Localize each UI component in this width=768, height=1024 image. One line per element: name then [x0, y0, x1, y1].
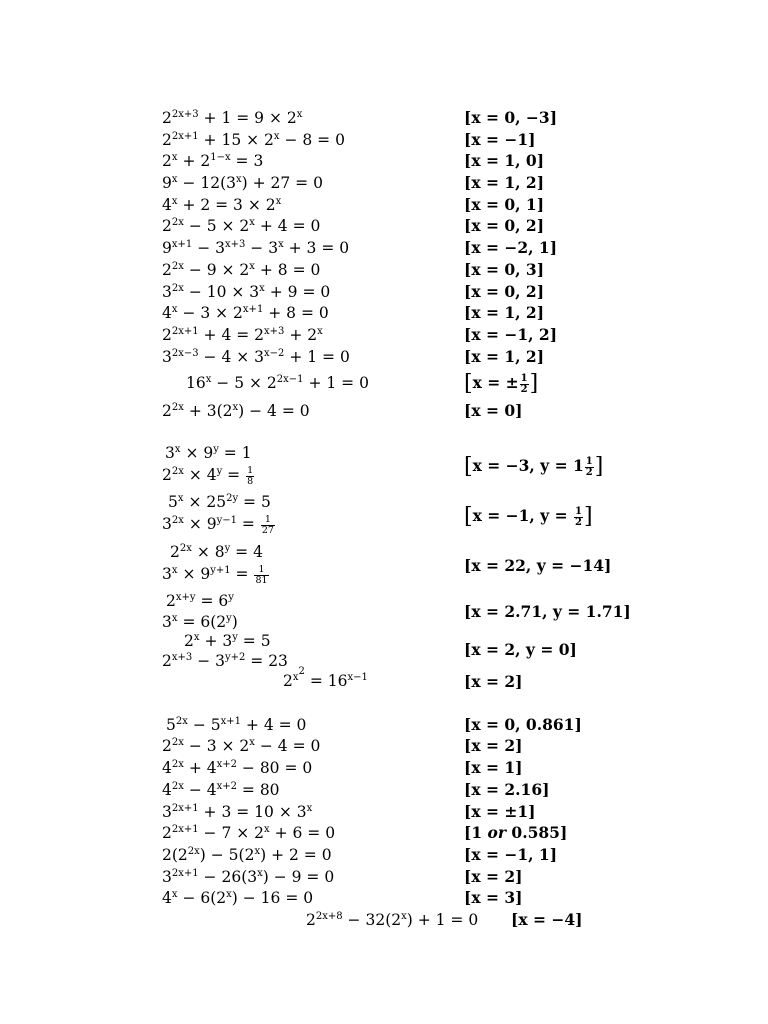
s3-equation-7: $2(2^{2x}) - 5(2^x) + 2 = 0$	[162, 846, 332, 864]
s1-equation-5: $4^x + 2 = 3 \times 2^x$	[162, 196, 282, 214]
s3-answer-8: [x = 2]	[464, 867, 523, 886]
s1-answer-9: [x = 0, 2]	[464, 282, 545, 301]
s2-equation-3: $5^x \times 25^{2y} = 5$	[168, 493, 271, 511]
s1-answer-4: [x = 1, 2]	[464, 173, 545, 192]
s2-equation-1: $3^x \times 9^y = 1$	[165, 444, 252, 462]
s2-equation-7: $2^{x+y} = 6^y$	[166, 592, 234, 610]
s2-equation-5: $2^{2x} \times 8^y = 4$	[170, 543, 263, 561]
s3-answer-5: [x = ±1]	[464, 802, 536, 821]
s1-answer-10: [x = 1, 2]	[464, 303, 545, 322]
s2-answer-6: [x = 2]	[464, 672, 523, 691]
s2-equation-2: $2^{2x} \times 4^y$ = $\frac{1}{8}$	[162, 464, 254, 487]
s1-equation-14: $2^{2x} + 3(2^x) - 4 = 0$	[162, 402, 310, 420]
s1-answer-5: [x = 0, 1]	[464, 195, 545, 214]
s3-answer-2: [x = 2]	[464, 736, 523, 755]
s3-equation-3: $4^{2x} + 4^{x+2} - 80 = 0$	[162, 759, 313, 777]
s1-equation-3: $2^x + 2^{1-x} = 3$	[162, 152, 264, 170]
s3-equation-4: $4^{2x} - 4^{x+2} = 80$	[162, 781, 280, 799]
s1-equation-8: $2^{2x} - 9 \times 2^x + 8 = 0$	[162, 261, 321, 279]
s3-equation-9: $4^x - 6(2^x) - 16 = 0$	[162, 889, 314, 907]
s1-answer-14: [x = 0]	[464, 401, 523, 420]
s3-answer-1: [x = 0, 0.861]	[464, 715, 582, 734]
s2-equation-8: $3^x = 6(2^y)$	[162, 613, 238, 631]
s1-equation-12: $3^{2x-3} - 4 \times 3^{x-2} + 1 = 0$	[162, 348, 350, 366]
s2-answer-3: [x = 22, y = −14]	[464, 556, 612, 575]
s2-answer-1: [x = −3, y = 1 $\frac{1}{2}$ ]	[464, 454, 604, 479]
s3-answer-10: [x = −4]	[511, 910, 583, 929]
s1-equation-13: $16^x - 5 \times 2^{2x-1} + 1 = 0$	[186, 374, 369, 392]
s1-equation-1: $2^{2x+3} + 1 = 9 \times 2^x$	[162, 109, 303, 127]
s2-equation-6: $3^x \times 9^{y+1}$ = $\frac{1}{81}$	[162, 563, 268, 586]
s1-equation-2: $2^{2x+1} + 15 \times 2^x - 8 = 0$	[162, 131, 345, 149]
s2-equation-11: $2^{x^2} = 16^{x-1}$	[283, 666, 368, 690]
s1-answer-1: [x = 0, −3]	[464, 108, 558, 127]
s1-equation-9: $3^{2x} - 10 \times 3^x + 9 = 0$	[162, 283, 331, 301]
s3-equation-8: $3^{2x+1} - 26(3^x) - 9 = 0$	[162, 868, 335, 886]
s2-answer-4: [x = 2.71, y = 1.71]	[464, 602, 631, 621]
s1-equation-4: $9^x - 12(3^x) + 27 = 0$	[162, 174, 323, 192]
s1-answer-3: [x = 1, 0]	[464, 151, 545, 170]
s3-answer-3: [x = 1]	[464, 758, 523, 777]
s2-equation-9: $2^x + 3^y = 5$	[184, 632, 271, 650]
s1-answer-6: [x = 0, 2]	[464, 216, 545, 235]
s2-equation-4: $3^{2x} \times 9^{y-1}$ = $\frac{1}{27}$	[162, 513, 274, 536]
s3-equation-1: $5^{2x} - 5^{x+1} + 4 = 0$	[166, 716, 307, 734]
s1-answer-13: [x = ± $\frac{1}{2}$ ]	[464, 371, 539, 396]
s3-answer-6: [1 or 0.585]	[464, 823, 568, 842]
s1-equation-6: $2^{2x} - 5 \times 2^x + 4 = 0$	[162, 217, 321, 235]
s3-equation-6: $2^{2x+1} - 7 \times 2^x + 6 = 0$	[162, 824, 336, 842]
s1-answer-12: [x = 1, 2]	[464, 347, 545, 366]
s1-answer-7: [x = −2, 1]	[464, 238, 558, 257]
s1-answer-11: [x = −1, 2]	[464, 325, 558, 344]
s1-equation-7: $9^{x+1} - 3^{x+3} - 3^x + 3 = 0$	[162, 239, 350, 257]
s1-answer-2: [x = −1]	[464, 130, 536, 149]
s2-answer-5: [x = 2, y = 0]	[464, 640, 577, 659]
s3-answer-9: [x = 3]	[464, 888, 523, 907]
s2-answer-2: [x = −1, y = $\frac{1}{2}$ ]	[464, 504, 593, 529]
s1-equation-11: $2^{2x+1} + 4 = 2^{x+3} + 2^x$	[162, 326, 323, 344]
s3-equation-10: $2^{2x+8} - 32(2^x) + 1 = 0$	[306, 911, 479, 929]
s1-equation-10: $4^x - 3 \times 2^{x+1} + 8 = 0$	[162, 304, 329, 322]
s1-answer-8: [x = 0, 3]	[464, 260, 545, 279]
s3-answer-7: [x = −1, 1]	[464, 845, 558, 864]
s2-equation-10: $2^{x+3} - 3^{y+2} = 23$	[162, 652, 288, 670]
s3-equation-2: $2^{2x} - 3 \times 2^x - 4 = 0$	[162, 737, 321, 755]
s3-answer-4: [x = 2.16]	[464, 780, 550, 799]
s3-equation-5: $3^{2x+1} + 3 = 10 \times 3^x$	[162, 803, 313, 821]
